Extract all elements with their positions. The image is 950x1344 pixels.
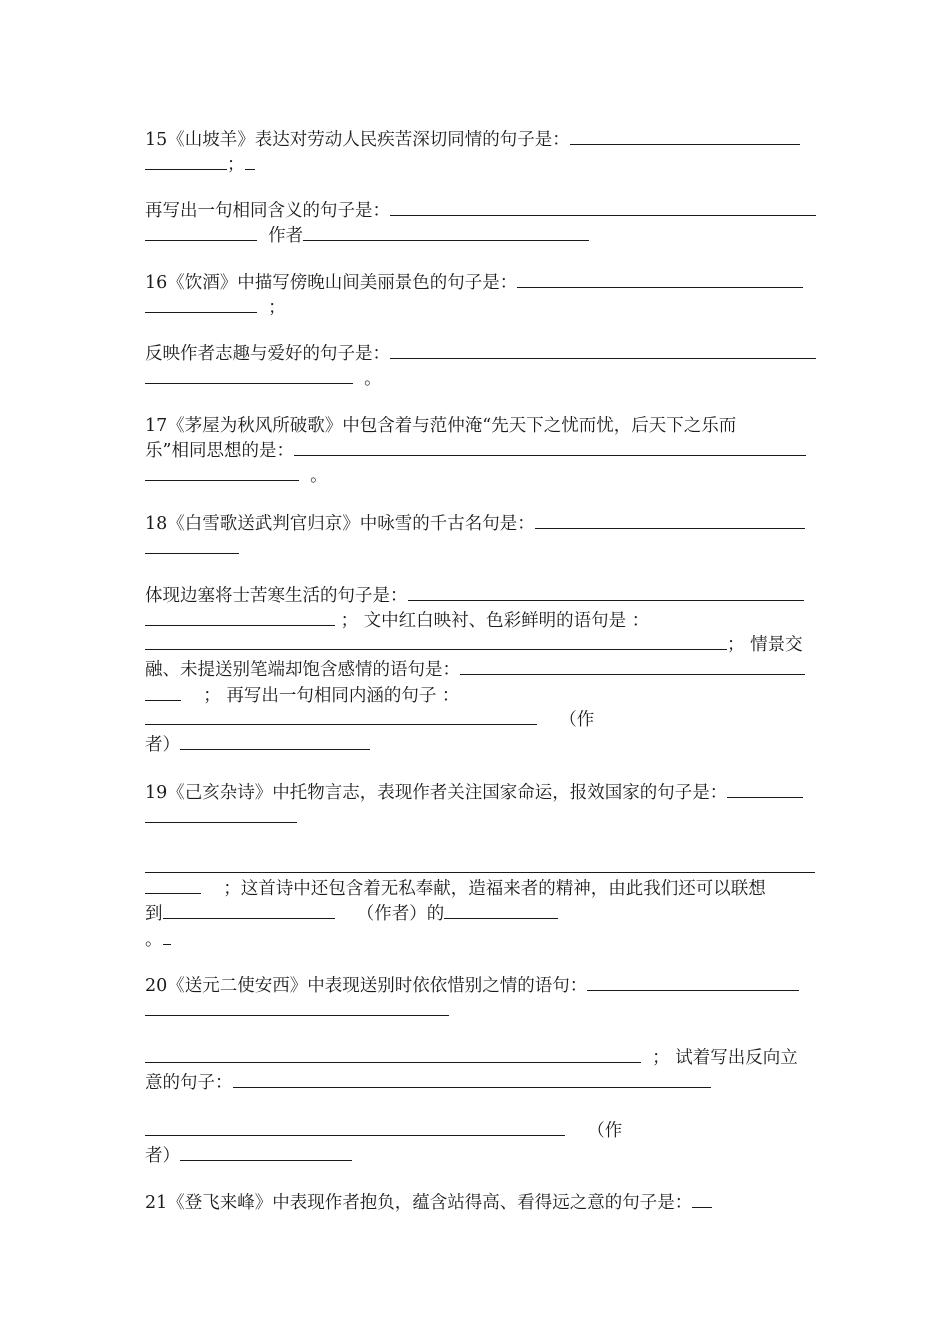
q18-prompt-2: 体现边塞将士苦寒生活的句子是： xyxy=(145,586,408,606)
q20-line-4 xyxy=(145,1071,711,1095)
q15-line-2 xyxy=(145,153,255,177)
q19-prompt-4: （作者）的 xyxy=(356,904,445,924)
q18-line-2 xyxy=(145,537,239,561)
q18-prompt-6: ； 再写出一句相同内涵的句子 ： xyxy=(203,686,460,706)
q18-line-4 xyxy=(145,609,649,633)
q19-line-5 xyxy=(145,928,171,952)
q20-answer-blank-5[interactable] xyxy=(145,1119,565,1136)
q20-answer-blank-3[interactable] xyxy=(145,1046,641,1063)
q15-author-blank[interactable] xyxy=(303,224,589,241)
q16-line-2 xyxy=(145,296,286,320)
q18-author-label-b: 者） xyxy=(145,735,180,755)
q20-answer-blank-4[interactable] xyxy=(233,1071,711,1088)
q18-answer-blank-1[interactable] xyxy=(535,512,805,529)
q16-end: 。 xyxy=(364,369,382,389)
q20-line-5 xyxy=(145,1119,622,1143)
q15-prompt-2: 再写出一句相同含义的句子是： xyxy=(145,201,390,221)
q18-answer-blank-8[interactable] xyxy=(145,708,537,725)
q15-prompt: 15《山坡羊》表达对劳动人民疾苦深切同情的句子是： xyxy=(145,130,570,150)
q16-prompt: 16《饮酒》中描写傍晚山间美丽景色的句子是： xyxy=(145,273,518,293)
q20-answer-blank-1[interactable] xyxy=(587,974,799,991)
q17-answer-blank-2[interactable] xyxy=(145,464,299,481)
q19-line-1 xyxy=(145,781,803,805)
q19-answer-blank-1[interactable] xyxy=(727,781,803,798)
q18-author-label-a: （作 xyxy=(559,710,595,730)
q15-separator: ； xyxy=(227,155,245,175)
q21-answer-blank-1[interactable] xyxy=(692,1191,712,1208)
q17-end: 。 xyxy=(310,466,328,486)
q19-line-4 xyxy=(145,902,558,926)
q21-line-1 xyxy=(145,1191,712,1215)
q15-answer-blank-4[interactable] xyxy=(390,199,816,216)
q18-answer-blank-6[interactable] xyxy=(460,658,805,675)
q18-prompt-5: 融、未提送别笔端却饱含感情的语句是： xyxy=(145,660,460,680)
q16-line-1 xyxy=(145,271,803,295)
q20-line-1 xyxy=(145,974,799,998)
q18-line-1 xyxy=(145,512,805,536)
q16-answer-blank-3[interactable] xyxy=(390,342,816,359)
q18-answer-blank-3[interactable] xyxy=(408,584,804,601)
q17-prompt-a: 17《茅屋为秋风所破歌》中包含着与范仲淹“先天下之忧而忧，后天下之乐而 xyxy=(145,416,737,436)
q16-line-4 xyxy=(145,367,382,391)
q19-prompt: 19《己亥杂诗》中托物言志，表现作者关注国家命运，报效国家的句子是： xyxy=(145,783,728,803)
q19-prompt-2: ；这首诗中还包含着无私奉献，造福来者的精神，由此我们还可以联想 xyxy=(223,879,766,899)
q15-line-4 xyxy=(145,224,589,248)
q18-answer-blank-2[interactable] xyxy=(145,537,239,554)
q18-prompt-4: ； 情景交 xyxy=(727,635,803,655)
q17-answer-blank-1[interactable] xyxy=(294,439,806,456)
q15-answer-blank-3[interactable] xyxy=(245,153,255,170)
q16-answer-blank-4[interactable] xyxy=(145,367,353,384)
q15-line-3 xyxy=(145,199,816,223)
q19-answer-blank-4[interactable] xyxy=(163,928,171,945)
q17-line-3 xyxy=(145,464,328,488)
q18-prompt-3: ； 文中红白映衬、色彩鲜明的语句是 ： xyxy=(340,611,650,631)
q16-answer-blank-1[interactable] xyxy=(517,271,803,288)
q16-answer-blank-2[interactable] xyxy=(145,296,257,313)
q18-line-5 xyxy=(145,633,803,657)
q17-prompt-b: 乐”相同思想的是： xyxy=(145,441,294,461)
q19-end: 。 xyxy=(145,930,163,950)
q19-answer-blank-2[interactable] xyxy=(145,806,297,823)
q19-line-3 xyxy=(145,877,766,901)
q20-prompt-3: 意的句子： xyxy=(145,1073,233,1093)
q20-line-6 xyxy=(145,1144,352,1168)
q18-line-3 xyxy=(145,584,804,608)
q20-prompt: 20《送元二使安西》中表现送别时依依惜别之情的语句： xyxy=(145,976,588,996)
q19-answer-blank-3[interactable] xyxy=(145,877,201,894)
q15-author-label: 作者 xyxy=(268,226,304,246)
q18-line-6 xyxy=(145,658,805,682)
q19-line-2 xyxy=(145,806,297,830)
q20-line-2 xyxy=(145,999,449,1023)
q15-line-1 xyxy=(145,128,800,152)
q16-line-3 xyxy=(145,342,816,366)
q16-separator: ； xyxy=(268,298,286,318)
q18-answer-blank-5[interactable] xyxy=(145,633,727,650)
q20-author-blank[interactable] xyxy=(180,1144,352,1161)
q18-line-8 xyxy=(145,708,594,732)
q18-line-7 xyxy=(145,684,459,708)
q20-author-label-a: （作 xyxy=(587,1121,623,1141)
q17-line-2 xyxy=(145,439,806,463)
q15-answer-blank-1[interactable] xyxy=(570,128,800,145)
q17-line-1 xyxy=(145,414,736,438)
q18-author-blank[interactable] xyxy=(180,733,370,750)
q20-answer-blank-2[interactable] xyxy=(145,999,449,1016)
q20-author-label-b: 者） xyxy=(145,1146,180,1166)
q18-prompt: 18《白雪歌送武判官归京》中咏雪的千古名句是： xyxy=(145,514,535,534)
q18-line-9 xyxy=(145,733,370,757)
q19-answer-rule[interactable] xyxy=(145,872,815,873)
q21-prompt: 21《登飞来峰》中表现作者抱负，蕴含站得高、看得远之意的句子是： xyxy=(145,1193,693,1213)
q18-answer-blank-7[interactable] xyxy=(145,684,181,701)
q15-answer-blank-2[interactable] xyxy=(145,153,227,170)
q15-answer-blank-5[interactable] xyxy=(145,224,257,241)
q20-line-3 xyxy=(145,1046,798,1070)
q19-name-blank[interactable] xyxy=(163,902,335,919)
q18-answer-blank-4[interactable] xyxy=(145,609,335,626)
q20-prompt-2: ； 试着写出反向立 xyxy=(652,1048,798,1068)
q19-work-blank[interactable] xyxy=(444,902,558,919)
q19-prompt-3: 到 xyxy=(145,904,163,924)
q16-prompt-2: 反映作者志趣与爱好的句子是： xyxy=(145,344,390,364)
